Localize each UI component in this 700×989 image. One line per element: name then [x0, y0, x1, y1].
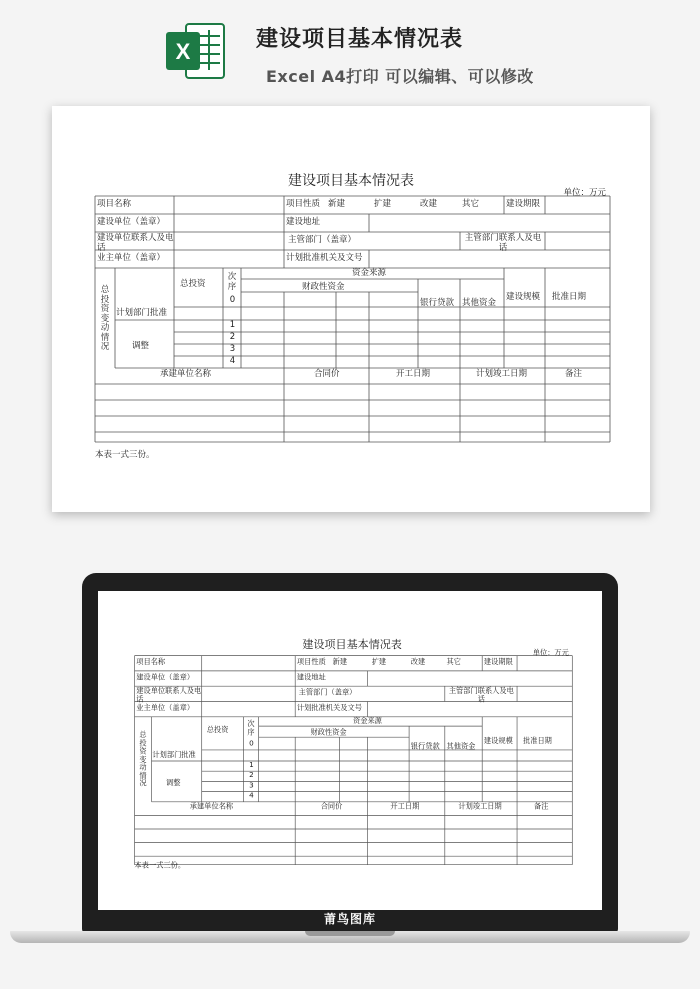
cell-rebuild: 改建 — [420, 199, 438, 209]
sheet-title: 建设项目基本情况表 — [288, 173, 414, 189]
cell-contact: 建设单位联系人及电话 — [136, 687, 202, 704]
cell-other-fund: 其他资金 — [446, 742, 476, 751]
cell-start-date: 开工日期 — [396, 369, 431, 379]
cell-approval-org: 计划批准机关及文号 — [296, 704, 362, 713]
unit-label-mini: 单位：万元 — [532, 648, 569, 658]
cell-fund-source: 资金来源 — [353, 716, 382, 726]
cell-fiscal-fund: 财政性资金 — [302, 282, 345, 292]
cell-build-period: 建设期限 — [483, 658, 513, 667]
order-number: 3 — [229, 344, 236, 354]
order-number: 2 — [229, 332, 236, 342]
order-number: 1 — [229, 320, 236, 330]
cell-remark: 备注 — [534, 802, 549, 812]
cell-plan-finish: 计划竣工日期 — [458, 802, 502, 812]
order-number: 2 — [249, 771, 254, 780]
cell-bank-loan: 银行贷款 — [420, 298, 455, 308]
cell-rebuild: 改建 — [410, 658, 426, 667]
cell-plan-finish: 计划竣工日期 — [476, 369, 528, 379]
sheet-preview-mini — [98, 591, 602, 910]
cell-plan-approve: 计划部门批准 — [116, 308, 168, 318]
order-number: 1 — [249, 761, 254, 770]
cell-build-address: 建设地址 — [286, 217, 321, 227]
cell-owner-unit: 业主单位（盖章） — [97, 253, 166, 263]
page-title: 建设项目基本情况表 — [256, 27, 464, 52]
laptop-screen — [98, 591, 602, 910]
cell-remark: 备注 — [565, 369, 583, 379]
cell-total-invest: 总投资 — [206, 726, 229, 735]
cell-other-fund: 其他资金 — [462, 298, 497, 308]
cell-project-nature: 项目性质 — [286, 199, 321, 209]
cell-invest-change: 总投资变动情况 — [139, 731, 147, 789]
cell-project-name: 项目名称 — [97, 199, 132, 209]
cell-supervisor-contact: 主管部门联系人及电话 — [448, 687, 514, 704]
cell-build-address: 建设地址 — [296, 673, 326, 682]
cell-approve-date: 批准日期 — [552, 292, 587, 302]
cell-other: 其它 — [462, 199, 480, 209]
cell-contract-price: 合同价 — [314, 369, 340, 379]
cell-total-invest: 总投资 — [180, 279, 206, 289]
cell-expand: 扩建 — [371, 658, 387, 667]
cell-fund-source: 资金来源 — [352, 268, 387, 278]
cell-contact: 建设单位联系人及电话 — [97, 233, 174, 253]
cell-invest-change: 总投资变动情况 — [100, 285, 110, 353]
page-subtitle: Excel A4打印 可以编辑、可以修改 — [266, 67, 534, 86]
cell-start-date: 开工日期 — [390, 802, 420, 812]
sheet-preview — [52, 106, 650, 512]
cell-adjust: 调整 — [132, 341, 150, 351]
cell-approve-date: 批准日期 — [523, 737, 552, 746]
order-number: 4 — [229, 356, 236, 366]
cell-expand: 扩建 — [374, 199, 392, 209]
cell-build-scale: 建设规模 — [506, 292, 541, 302]
cell-new-build: 新建 — [328, 199, 346, 209]
order-number: 0 — [229, 295, 236, 305]
cell-project-name: 项目名称 — [136, 658, 166, 667]
page-header — [0, 0, 700, 100]
cell-supervisor-contact: 主管部门联系人及电话 — [464, 233, 542, 253]
cell-plan-approve: 计划部门批准 — [152, 750, 196, 760]
cell-fiscal-fund: 财政性资金 — [310, 728, 347, 738]
cell-new-build: 新建 — [332, 658, 348, 667]
cell-build-period: 建设期限 — [506, 199, 541, 209]
cell-build-scale: 建设规模 — [483, 737, 513, 746]
cell-build-unit: 建设单位（盖章） — [136, 673, 195, 682]
cell-build-unit: 建设单位（盖章） — [97, 217, 166, 227]
cell-bank-loan: 银行贷款 — [410, 742, 440, 751]
footer-note-mini: 本表一式三份。 — [134, 861, 186, 870]
brand-label: 莆鸟图库 — [323, 912, 376, 926]
laptop-notch — [305, 931, 395, 936]
sheet-title-mini: 建设项目基本情况表 — [302, 638, 402, 652]
cell-owner-unit: 业主单位（盖章） — [136, 704, 195, 713]
cell-supervisor: 主管部门（盖章） — [298, 688, 357, 698]
cell-order: 次序 — [247, 720, 255, 738]
cell-contractor: 承建单位名称 — [160, 369, 212, 379]
cell-supervisor: 主管部门（盖章） — [288, 235, 357, 245]
cell-contractor: 承建单位名称 — [189, 802, 234, 812]
svg-text:X: X — [175, 39, 191, 64]
cell-contract-price: 合同价 — [320, 802, 343, 812]
order-number: 3 — [249, 781, 254, 790]
excel-icon — [162, 18, 228, 84]
unit-label: 单位：万元 — [563, 188, 606, 198]
cell-other: 其它 — [446, 658, 461, 667]
footer-note: 本表一式三份。 — [95, 450, 155, 460]
cell-approval-org: 计划批准机关及文号 — [286, 253, 363, 263]
cell-adjust: 调整 — [166, 778, 181, 788]
cell-project-nature: 项目性质 — [296, 658, 326, 667]
order-number: 4 — [249, 791, 254, 801]
order-number: 0 — [249, 739, 254, 749]
cell-order: 次序 — [227, 272, 237, 292]
